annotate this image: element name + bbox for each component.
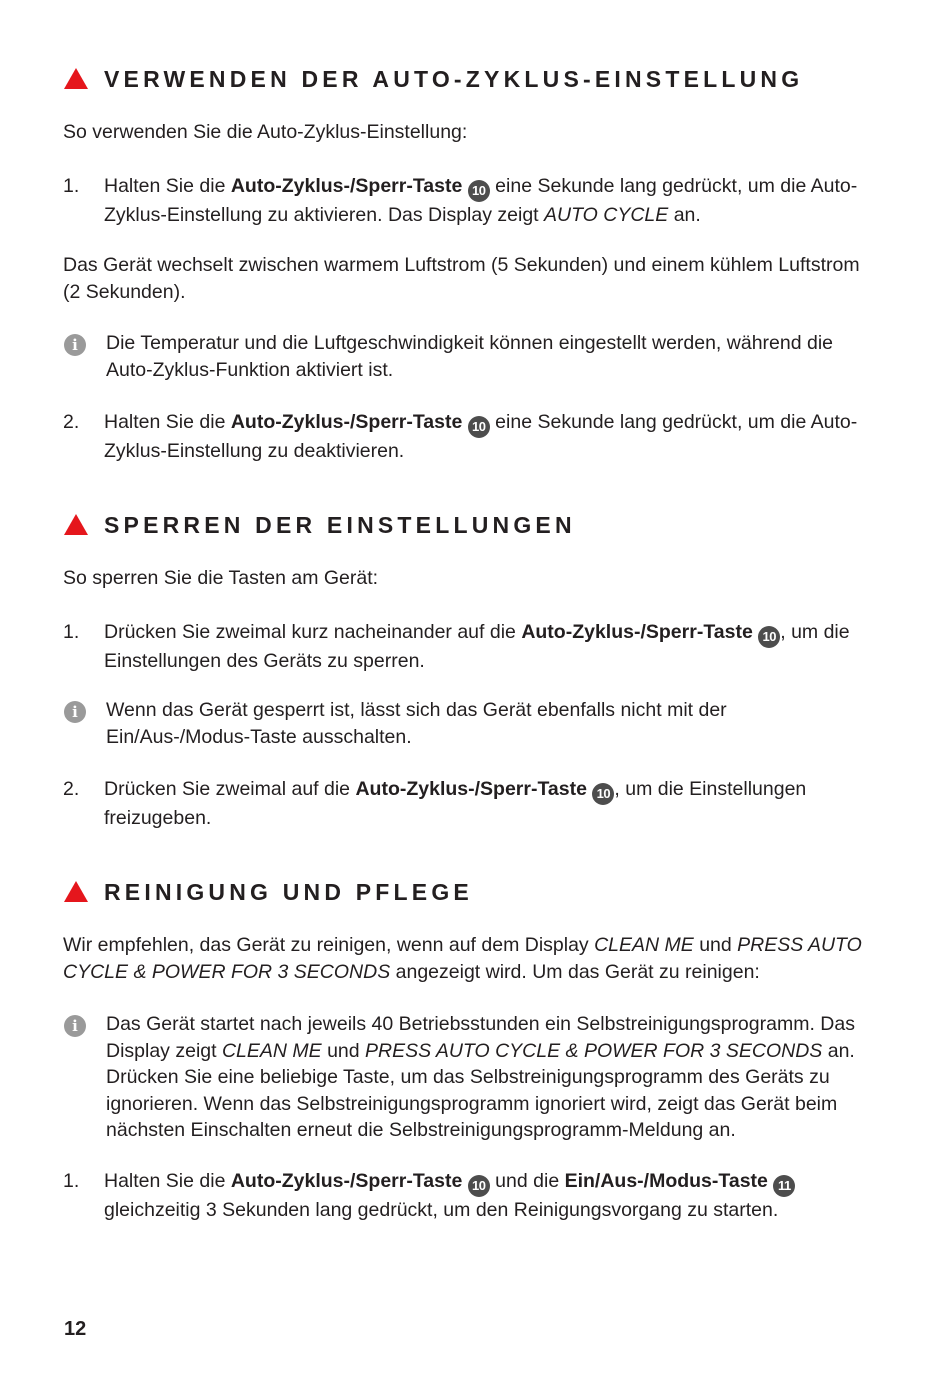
button-name: Auto-Zyklus-/Sperr-Taste [230,1170,463,1192]
section-title: REINIGUNG UND PFLEGE [104,878,473,905]
display-text: PRESS AUTO CYCLE & POWER FOR 3 SECONDS [63,934,862,983]
list-number: 2. [63,778,80,800]
button-name: Auto-Zyklus-/Sperr-Taste [230,175,463,197]
section-intro: So verwenden Sie die Auto-Zyklus-Einstellung: [63,121,468,143]
section-heading-cleaning [64,877,473,907]
section-intro: So sperren Sie die Tasten am Gerät: [63,567,379,589]
list-item-text: Halten Sie die Auto-Zyklus-/Sperr-Taste 10 eine Sekunde lang gedrückt, um die Auto-Zyklus-Einstellung zu deaktivieren. [104,411,858,462]
list-number: 1. [63,621,80,643]
section-title: SPERREN DER EINSTELLUNGEN [104,511,576,538]
callout-badge: 10 [592,783,614,805]
button-name: Auto-Zyklus-/Sperr-Taste [521,621,753,643]
info-icon: i [64,701,86,723]
display-text: PRESS AUTO CYCLE & POWER FOR 3 SECONDS [365,1039,823,1062]
section-heading-lock [64,510,576,540]
red-triangle-icon [64,881,88,902]
list-item-text: Halten Sie die Auto-Zyklus-/Sperr-Taste 10 eine Sekunde lang gedrückt, um die Auto-Zyklus-Einstellung zu aktivieren. Das Display zeigt AUTO CYCLE an. [104,175,858,226]
list-number: 1. [63,1170,80,1192]
display-text: AUTO CYCLE [544,204,669,226]
callout-badge: 11 [773,1175,795,1197]
callout-badge: 10 [758,626,780,648]
button-name: Auto-Zyklus-/Sperr-Taste [355,778,587,800]
section-title: VERWENDEN DER AUTO-ZYKLUS-EINSTELLUNG [104,65,804,92]
info-icon: i [64,1015,86,1037]
list-number: 2. [63,411,80,433]
note-text: Wenn das Gerät gesperrt ist, lässt sich das Gerät ebenfalls nicht mit der Ein/Aus-/Modus-Taste ausschalten. [106,699,727,748]
info-icon: i [64,334,86,356]
display-text: CLEAN ME [221,1039,322,1062]
section-heading-auto-cycle [64,64,803,94]
list-item-text: Drücken Sie zweimal auf die Auto-Zyklus-/Sperr-Taste 10 , um die Einstellungen freizugeben. [104,778,807,829]
note-text: Die Temperatur und die Luftgeschwindigkeit können eingestellt werden, während die Auto-Zyklus-Funktion aktiviert ist. [106,332,834,381]
note-text: Das Gerät startet nach jeweils 40 Betriebsstunden ein Selbstreinigungsprogramm. Das Display zeigt CLEAN ME und PRESS AUTO CYCLE & POWER FOR 3 SECONDS an. Drücken Sie eine beliebige Taste, um das Selbstreinigungsprogramm des Geräts zu ignorieren. Wenn das Selbstreinigungsprogramm ignoriert wird, zeigt das Gerät beim nächsten Einschalten erneut die Selbstreinigungsprogramm-Meldung an. [106,1013,855,1141]
page-number: 12 [64,1318,87,1340]
callout-badge: 10 [468,180,490,202]
display-text: CLEAN ME [594,934,694,956]
callout-badge: 10 [468,416,490,438]
list-item-text: Halten Sie die Auto-Zyklus-/Sperr-Taste 10 und die Ein/Aus-/Modus-Taste 11 gleichzeitig 3 Sekunden lang gedrückt, um den Reinigungsvorgang zu starten. [104,1168,874,1224]
red-triangle-icon [64,514,88,535]
button-name: Ein/Aus-/Modus-Taste [564,1170,768,1192]
red-triangle-icon [64,68,88,89]
callout-badge: 10 [468,1175,490,1197]
section-intro: Wir empfehlen, das Gerät zu reinigen, wenn auf dem Display CLEAN ME und PRESS AUTO CYCLE & POWER FOR 3 SECONDS angezeigt wird. Um das Gerät zu reinigen: [63,934,862,983]
list-number: 1. [63,175,80,197]
list-item-text: Drücken Sie zweimal kurz nacheinander auf die Auto-Zyklus-/Sperr-Taste 10 , um die Einstellungen des Geräts zu sperren. [104,621,850,672]
paragraph: Das Gerät wechselt zwischen warmem Luftstrom (5 Sekunden) und einem kühlem Luftstrom (2 Sekunden). [63,254,860,303]
button-name: Auto-Zyklus-/Sperr-Taste [230,411,463,433]
